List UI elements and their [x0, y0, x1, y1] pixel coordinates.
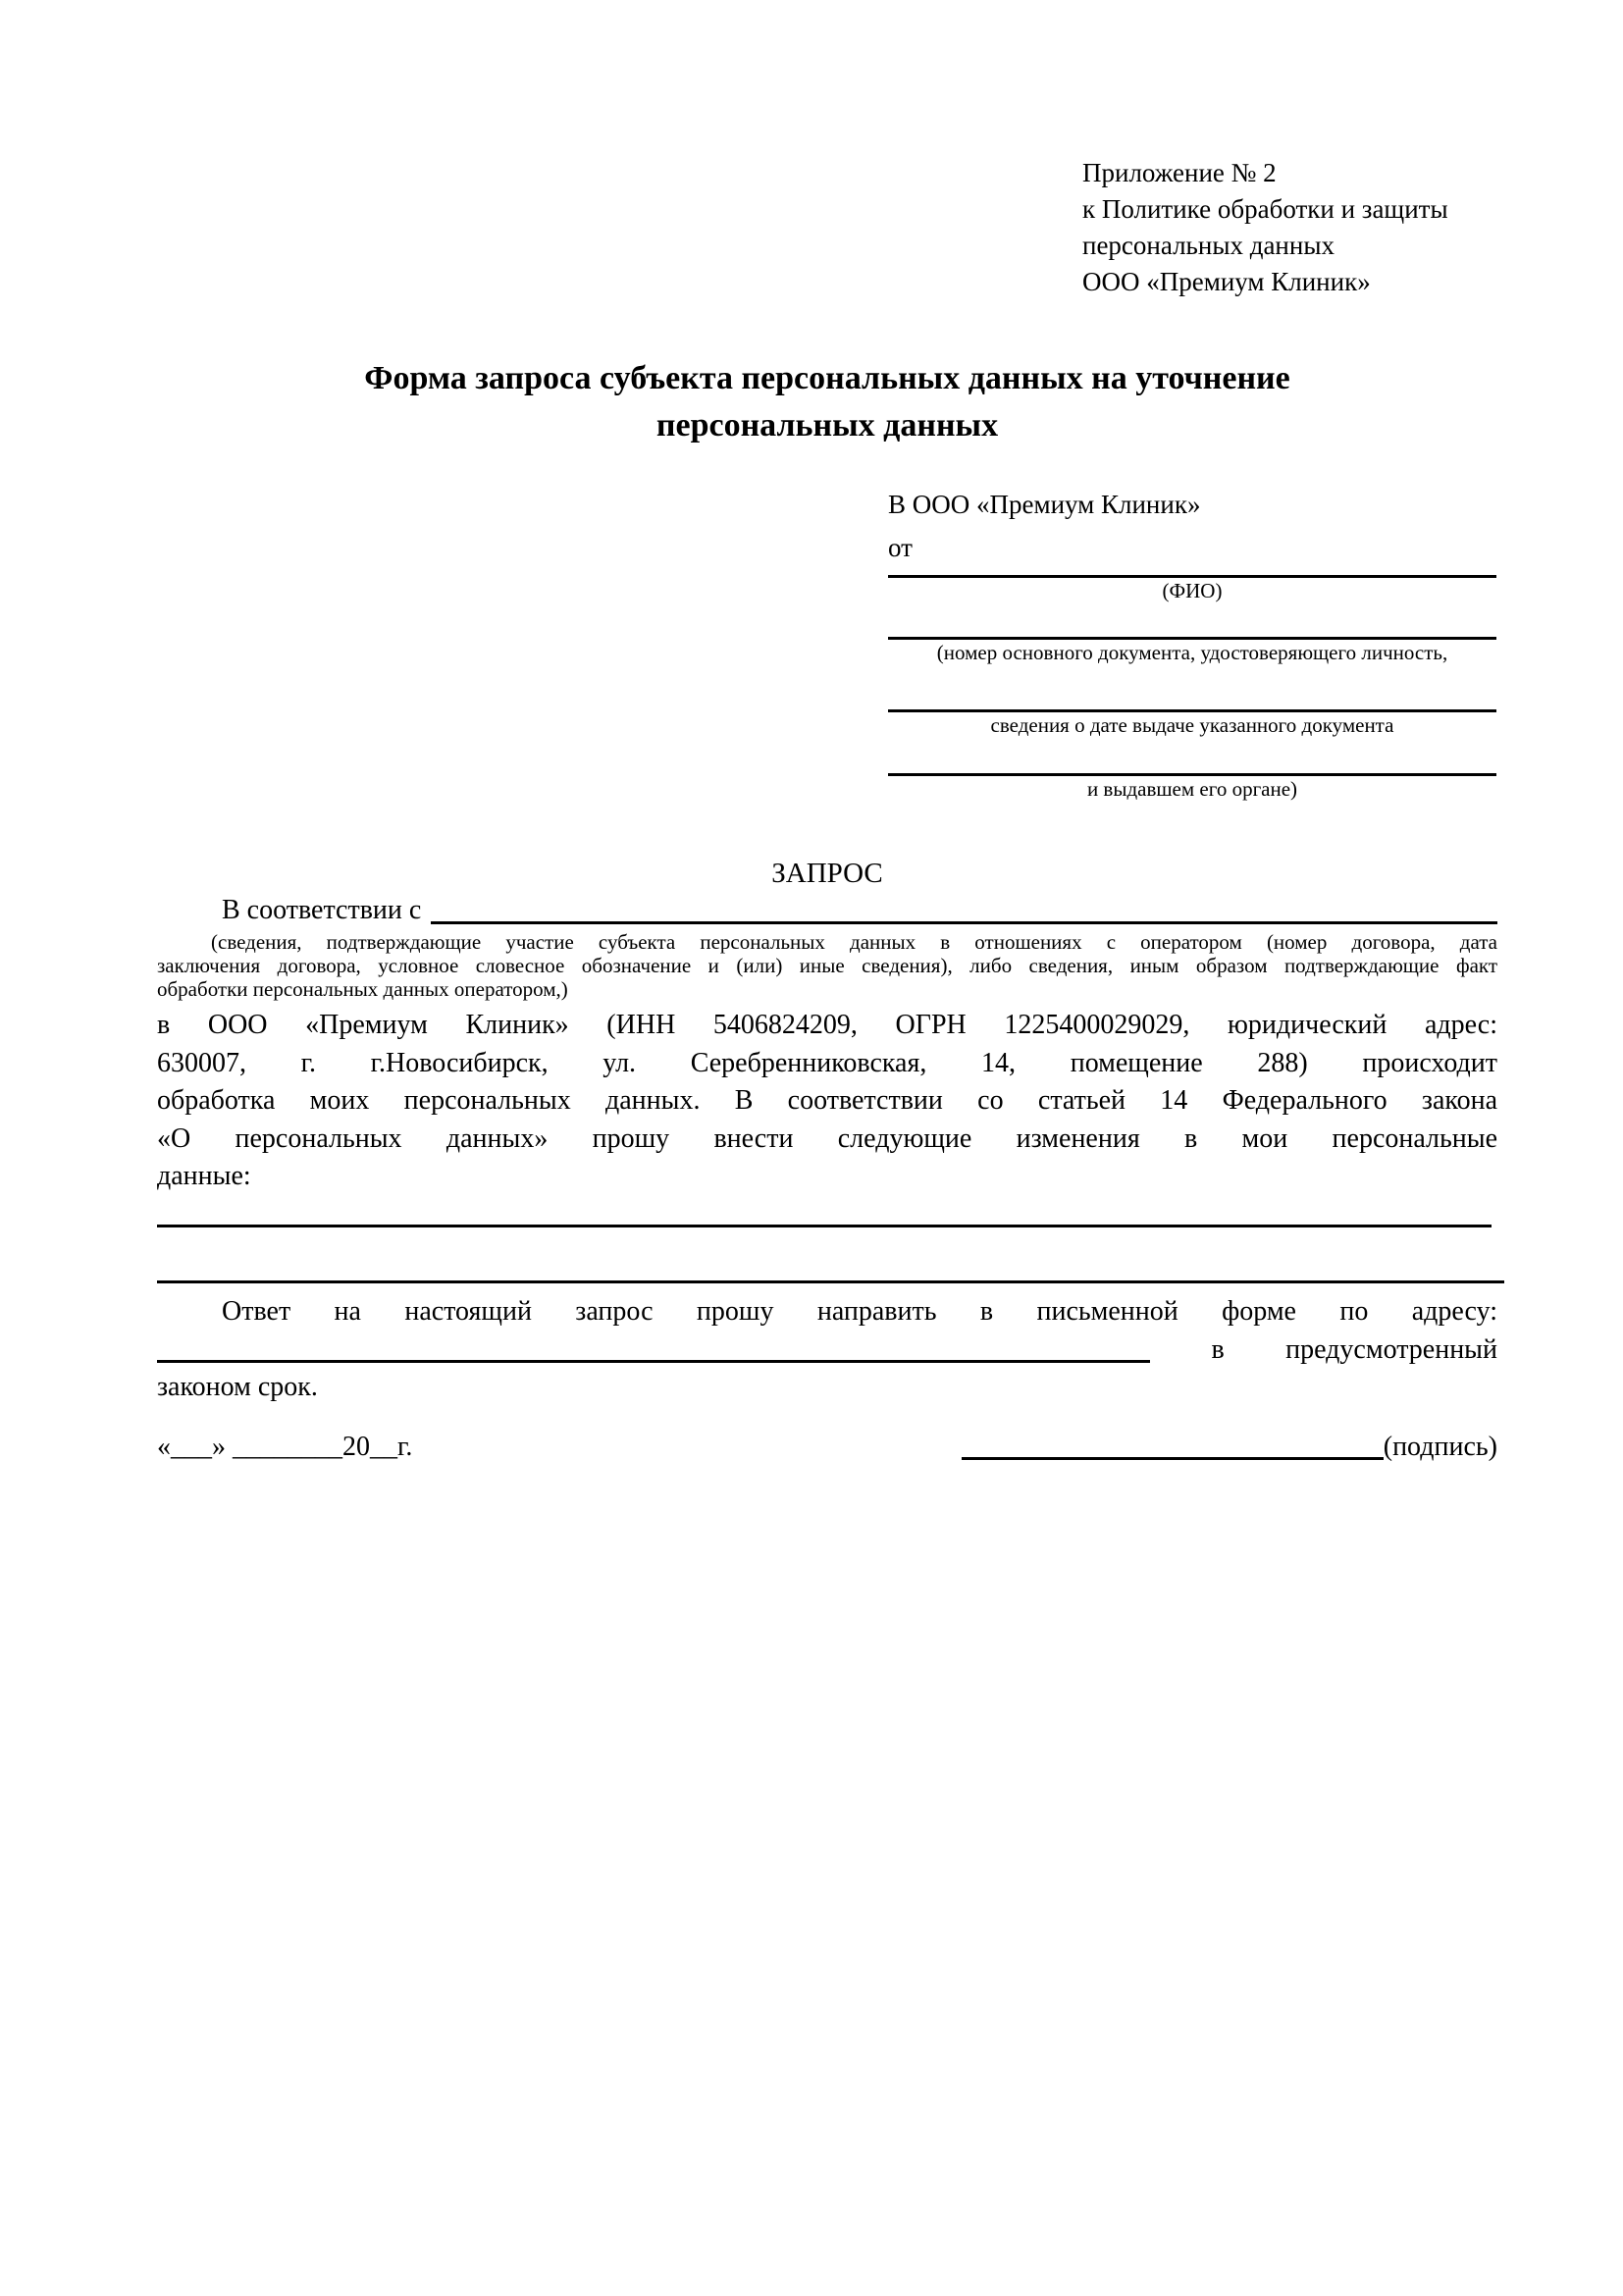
reply-word-prescribed: предусмотренный	[1285, 1333, 1497, 1365]
reply-line-3: законом срок.	[157, 1372, 318, 1402]
appendix-line: персональных данных	[1082, 231, 1335, 260]
appendix-line: ООО «Премиум Клиник»	[1082, 267, 1371, 296]
reply-paragraph	[157, 1293, 1497, 1407]
reply-word-in: в	[1211, 1333, 1225, 1365]
form-title	[157, 355, 1497, 449]
note-line: обработки персональных данных оператором,)	[157, 977, 568, 1001]
date-signature-row	[157, 1428, 1497, 1467]
body-line: в ООО «Премиум Клиник» (ИНН 5406824209, ОГРН 1225400029029, юридический адрес:	[157, 1010, 1497, 1040]
recipient-to: В ООО «Премиум Клиник»	[888, 490, 1201, 519]
document-number-label: (номер основного документа, удостоверяющего личность,	[936, 641, 1448, 664]
issuing-authority-label: и выдавшем его органе)	[1086, 777, 1298, 801]
fio-label: (ФИО)	[1162, 579, 1223, 602]
form-title-line: персональных данных	[655, 407, 999, 444]
intro-prefix: В соответствии с	[222, 895, 422, 925]
document-number-underline-field	[888, 603, 1496, 640]
date-field: «___» ________20__г.	[157, 1432, 413, 1462]
note-line: (сведения, подтверждающие участие субъекта персональных данных в отношениях с оператором (номер договора, дата	[211, 930, 1497, 954]
changes-underline-field-2	[157, 1280, 1504, 1283]
body-line: «О персональных данных» прошу внести следующие изменения в мои персональные	[157, 1122, 1497, 1154]
fio-underline-field	[888, 569, 1496, 578]
recipient-block	[888, 483, 1496, 802]
changes-underline-field-1	[157, 1225, 1492, 1227]
note-line: заключения договора, условное словесное обозначение и (или) иные сведения), либо сведения, иным образом подтверждающие факт	[157, 954, 1497, 977]
request-heading: ЗАПРОС	[771, 858, 883, 889]
form-title-line: Форма запроса субъекта персональных данных на уточнение	[364, 360, 1290, 396]
issue-date-underline-field	[888, 665, 1496, 712]
issue-date-label: сведения о дате выдаче указанного документа	[990, 713, 1394, 737]
recipient-from-label: от	[888, 533, 913, 562]
note-paragraph	[157, 930, 1497, 1001]
appendix-note	[1082, 155, 1534, 300]
reply-line-1: Ответ на настоящий запрос прошу направить в письменной форме по адресу:	[222, 1296, 1497, 1327]
appendix-line: к Политике обработки и защиты	[1082, 194, 1448, 224]
issuing-authority-underline-field	[888, 738, 1496, 776]
body-line: обработка моих персональных данных. В соответствии со статьей 14 Федерального закона	[157, 1085, 1497, 1116]
signature-label: (подпись)	[1383, 1432, 1497, 1462]
body-line: данные:	[157, 1161, 251, 1191]
appendix-line: Приложение № 2	[1082, 158, 1277, 187]
body-paragraph	[157, 1007, 1497, 1196]
reply-address-line	[157, 1331, 1497, 1370]
address-underline-field	[157, 1360, 1150, 1363]
intro-underline-field	[431, 921, 1497, 924]
signature-underline-field	[962, 1457, 1384, 1460]
body-line: 630007, г. г.Новосибирск, ул. Серебренниковская, 14, помещение 288) происходит	[157, 1047, 1497, 1078]
intro-line	[157, 891, 1497, 930]
